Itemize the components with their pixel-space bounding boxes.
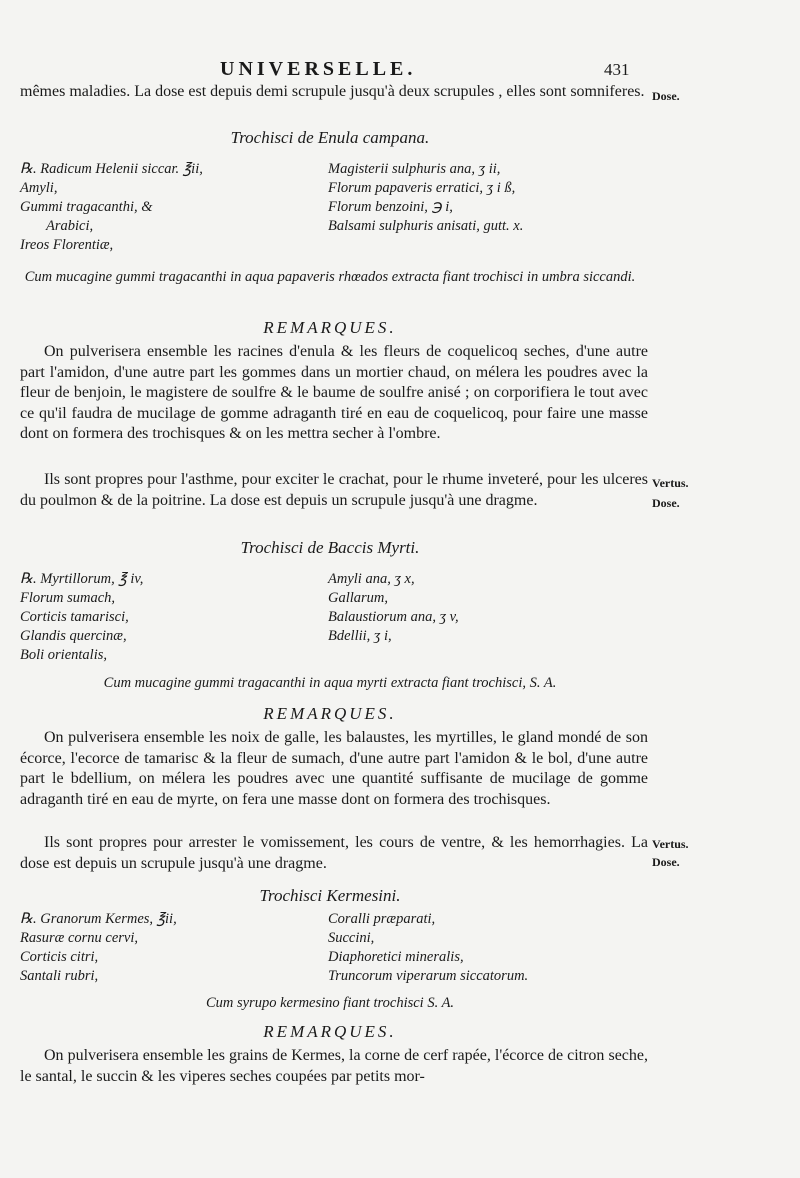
ingredients-right-column bbox=[328, 570, 658, 646]
ingredient: Gummi tragacanthi, & bbox=[20, 199, 153, 215]
ingredient: ℞. Myrtillorum, ℥ iv, bbox=[20, 571, 144, 587]
margin-note-dose: Dose. bbox=[652, 855, 680, 869]
ingredient: Corticis tamarisci, bbox=[20, 609, 129, 625]
ingredients-left-column bbox=[20, 910, 310, 986]
margin-note-dose: Dose. bbox=[652, 496, 680, 510]
ingredients-right-column bbox=[328, 910, 658, 986]
recipe-title: Trochisci de Baccis Myrti. bbox=[240, 538, 420, 557]
recipe-ingredients bbox=[20, 570, 660, 690]
ingredient: Boli orientalis, bbox=[20, 647, 107, 663]
recipe-instruction: Cum mucagine gummi tragacanthi in aqua papaveris rhœados extracta fiant trochisci in umbra siccandi. bbox=[24, 269, 636, 285]
ingredients-right-column bbox=[328, 160, 658, 236]
recipe-title: Trochisci Kermesini. bbox=[259, 886, 401, 905]
remarques-heading: REMARQUES. bbox=[263, 704, 397, 723]
ingredient: Balaustiorum ana, ʒ v, bbox=[328, 609, 459, 625]
ingredient: Arabici, bbox=[46, 218, 94, 234]
remarques-heading: REMARQUES. bbox=[263, 1022, 397, 1041]
virtues-paragraph: Ils sont propres pour arrester le vomissement, les cours de ventre, & les hemorrhagies. La dose est depuis un scrupule jusqu'à une dragme. bbox=[20, 834, 648, 872]
running-title: UNIVERSELLE. bbox=[220, 58, 417, 80]
ingredient: Magisterii sulphuris ana, ʒ ii, bbox=[328, 161, 501, 177]
ingredient: Glandis quercinæ, bbox=[20, 628, 127, 644]
ingredient: Succini, bbox=[328, 930, 375, 946]
margin-note-dose: Dose. bbox=[652, 89, 680, 103]
ingredient: Corticis citri, bbox=[20, 949, 99, 965]
ingredient: Rasuræ cornu cervi, bbox=[20, 930, 138, 946]
page-header bbox=[0, 58, 800, 84]
ingredient: Amyli ana, ʒ x, bbox=[328, 571, 415, 587]
remarques-heading: REMARQUES. bbox=[263, 318, 397, 337]
ingredient: Ireos Florentiæ, bbox=[20, 237, 114, 253]
ingredient: Diaphoretici mineralis, bbox=[328, 949, 464, 965]
ingredient: Truncorum viperarum siccatorum. bbox=[328, 968, 529, 984]
ingredient: Florum sumach, bbox=[20, 590, 116, 606]
virtues-paragraph: Ils sont propres pour l'asthme, pour exciter le crachat, pour le rhume inveteré, pour les ulceres du poulmon & de la poitrine. La dose est depuis un scrupule jusqu'à une dragme. bbox=[20, 471, 648, 509]
ingredient: Balsami sulphuris anisati, gutt. x. bbox=[328, 218, 524, 234]
ingredient: Gallarum, bbox=[328, 590, 389, 606]
recipe-title: Trochisci de Enula campana. bbox=[230, 128, 430, 147]
remarques-paragraph: On pulverisera ensemble les noix de galle, les balaustes, les myrtilles, le gland mondé de son écorce, l'ecorce de tamarisc & la fleur de sumach, d'une autre part l'amidon & le bol, d'une autre part le bdellium, on mélera les poudres avec une quantité suffisante de mucilage de gomme adraganth tiré en eau de myrte, on fera une masse dont on formera des trochisques. bbox=[20, 729, 648, 808]
recipe-instruction: Cum mucagine gummi tragacanthi in aqua myrti extracta fiant trochisci, S. A. bbox=[103, 675, 557, 691]
remarques-paragraph: On pulverisera ensemble les grains de Kermes, la corne de cerf rapée, l'écorce de citron seche, le santal, le succin & les viperes seches coupées par petits mor- bbox=[20, 1047, 648, 1085]
intro-paragraph: mêmes maladies. La dose est depuis demi scrupule jusqu'à deux scrupules , elles sont somniferes. bbox=[20, 83, 645, 100]
ingredient: Florum benzoini, ℈ i, bbox=[328, 199, 453, 215]
ingredients-left-column bbox=[20, 160, 310, 255]
recipe-instruction: Cum syrupo kermesino fiant trochisci S. A. bbox=[205, 995, 455, 1011]
ingredient: Amyli, bbox=[20, 180, 58, 196]
margin-note-vertus: Vertus. bbox=[652, 837, 689, 851]
ingredient: Coralli præparati, bbox=[328, 911, 436, 927]
ingredients-left-column bbox=[20, 570, 310, 665]
ingredient: Santali rubri, bbox=[20, 968, 99, 984]
remarques-paragraph: On pulverisera ensemble les racines d'enula & les fleurs de coquelicoq seches, d'une autre part l'amidon, d'une autre part les gommes dans un mortier chaud, on mélera les poudres avec la fleur de benjoin, le magistere de soulfre & le baume de soulfre anisé ; on corporifiera le tout avec ce qu'il faudra de mucilage de gomme adraganth tiré en eau de coquelicoq, pour faire une masse dont on formera des trochisques & on les mettra secher à l'ombre. bbox=[20, 343, 648, 442]
page-number: 431 bbox=[604, 60, 630, 79]
ingredient: Florum papaveris erratici, ʒ i ß, bbox=[328, 180, 516, 196]
ingredient: ℞. Radicum Helenii siccar. ℥ii, bbox=[20, 161, 203, 177]
recipe-ingredients bbox=[20, 160, 660, 280]
ingredient: Bdellii, ʒ i, bbox=[328, 628, 392, 644]
margin-note-vertus: Vertus. bbox=[652, 476, 689, 490]
ingredient: ℞. Granorum Kermes, ℥ii, bbox=[20, 911, 177, 927]
